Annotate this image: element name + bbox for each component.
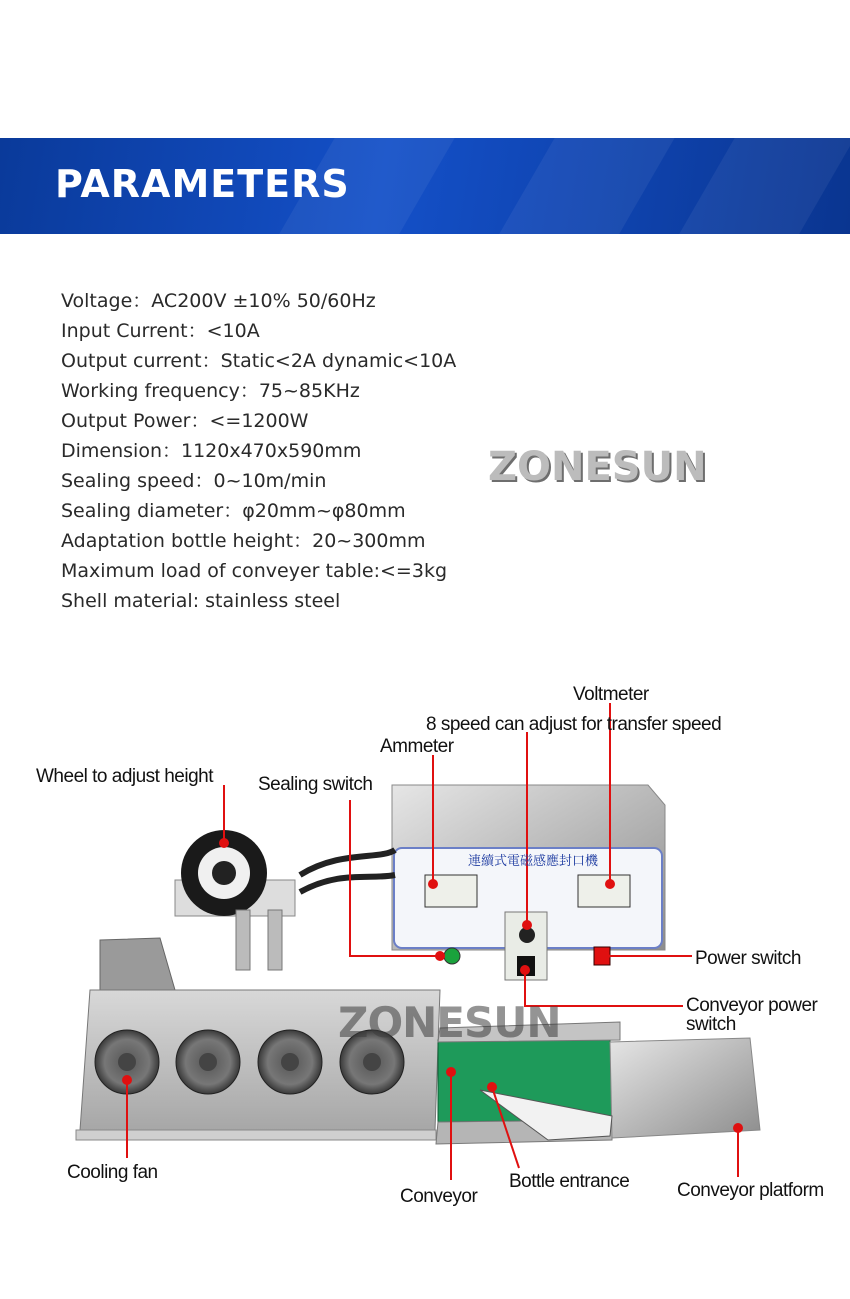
param-output-current: Output current：Static<2A dynamic<10A: [61, 350, 457, 372]
param-output-power: Output Power：<=1200W: [61, 410, 309, 432]
label-conveyor-platform: Conveyor platform: [677, 1180, 824, 1201]
param-max-load: Maximum load of conveyer table:<=3kg: [61, 560, 448, 582]
machine-figure: [0, 660, 850, 1280]
label-conveyor: Conveyor: [400, 1186, 478, 1207]
param-dimension: Dimension：1120x470x590mm: [61, 440, 362, 462]
height-wheel: [175, 830, 395, 970]
label-power-switch: Power switch: [695, 948, 801, 969]
label-conveyor-power-switch-line2: switch: [686, 1014, 736, 1035]
param-voltage: Voltage：AC200V ±10% 50/60Hz: [61, 290, 376, 312]
param-working-frequency: Working frequency：75~85KHz: [61, 380, 360, 402]
label-height-wheel: Wheel to adjust height: [36, 766, 214, 787]
param-sealing-diameter: Sealing diameter：φ20mm~φ80mm: [61, 500, 406, 522]
param-input-current: Input Current：<10A: [61, 320, 260, 342]
control-panel-title: 連續式電磁感應封口機: [468, 854, 599, 869]
label-conveyor-power-switch-line1: Conveyor power: [686, 995, 818, 1016]
param-sealing-speed: Sealing speed：0~10m/min: [61, 470, 327, 492]
label-bottle-entrance: Bottle entrance: [509, 1171, 630, 1192]
param-bottle-height: Adaptation bottle height：20~300mm: [61, 530, 426, 552]
label-speed-adjust: 8 speed can adjust for transfer speed: [426, 714, 722, 735]
parameters-banner: [0, 138, 850, 234]
banner-title: PARAMETERS: [55, 162, 350, 206]
label-ammeter: Ammeter: [380, 736, 454, 757]
param-shell-material: Shell material: stainless steel: [61, 590, 341, 612]
watermark: ZONESUN: [338, 998, 561, 1047]
parameters-list: [61, 286, 456, 616]
label-cooling-fan: Cooling fan: [67, 1162, 158, 1183]
label-voltmeter: Voltmeter: [573, 684, 649, 705]
label-sealing-switch: Sealing switch: [258, 774, 373, 795]
brand-logo: ZONESUN: [488, 444, 707, 490]
